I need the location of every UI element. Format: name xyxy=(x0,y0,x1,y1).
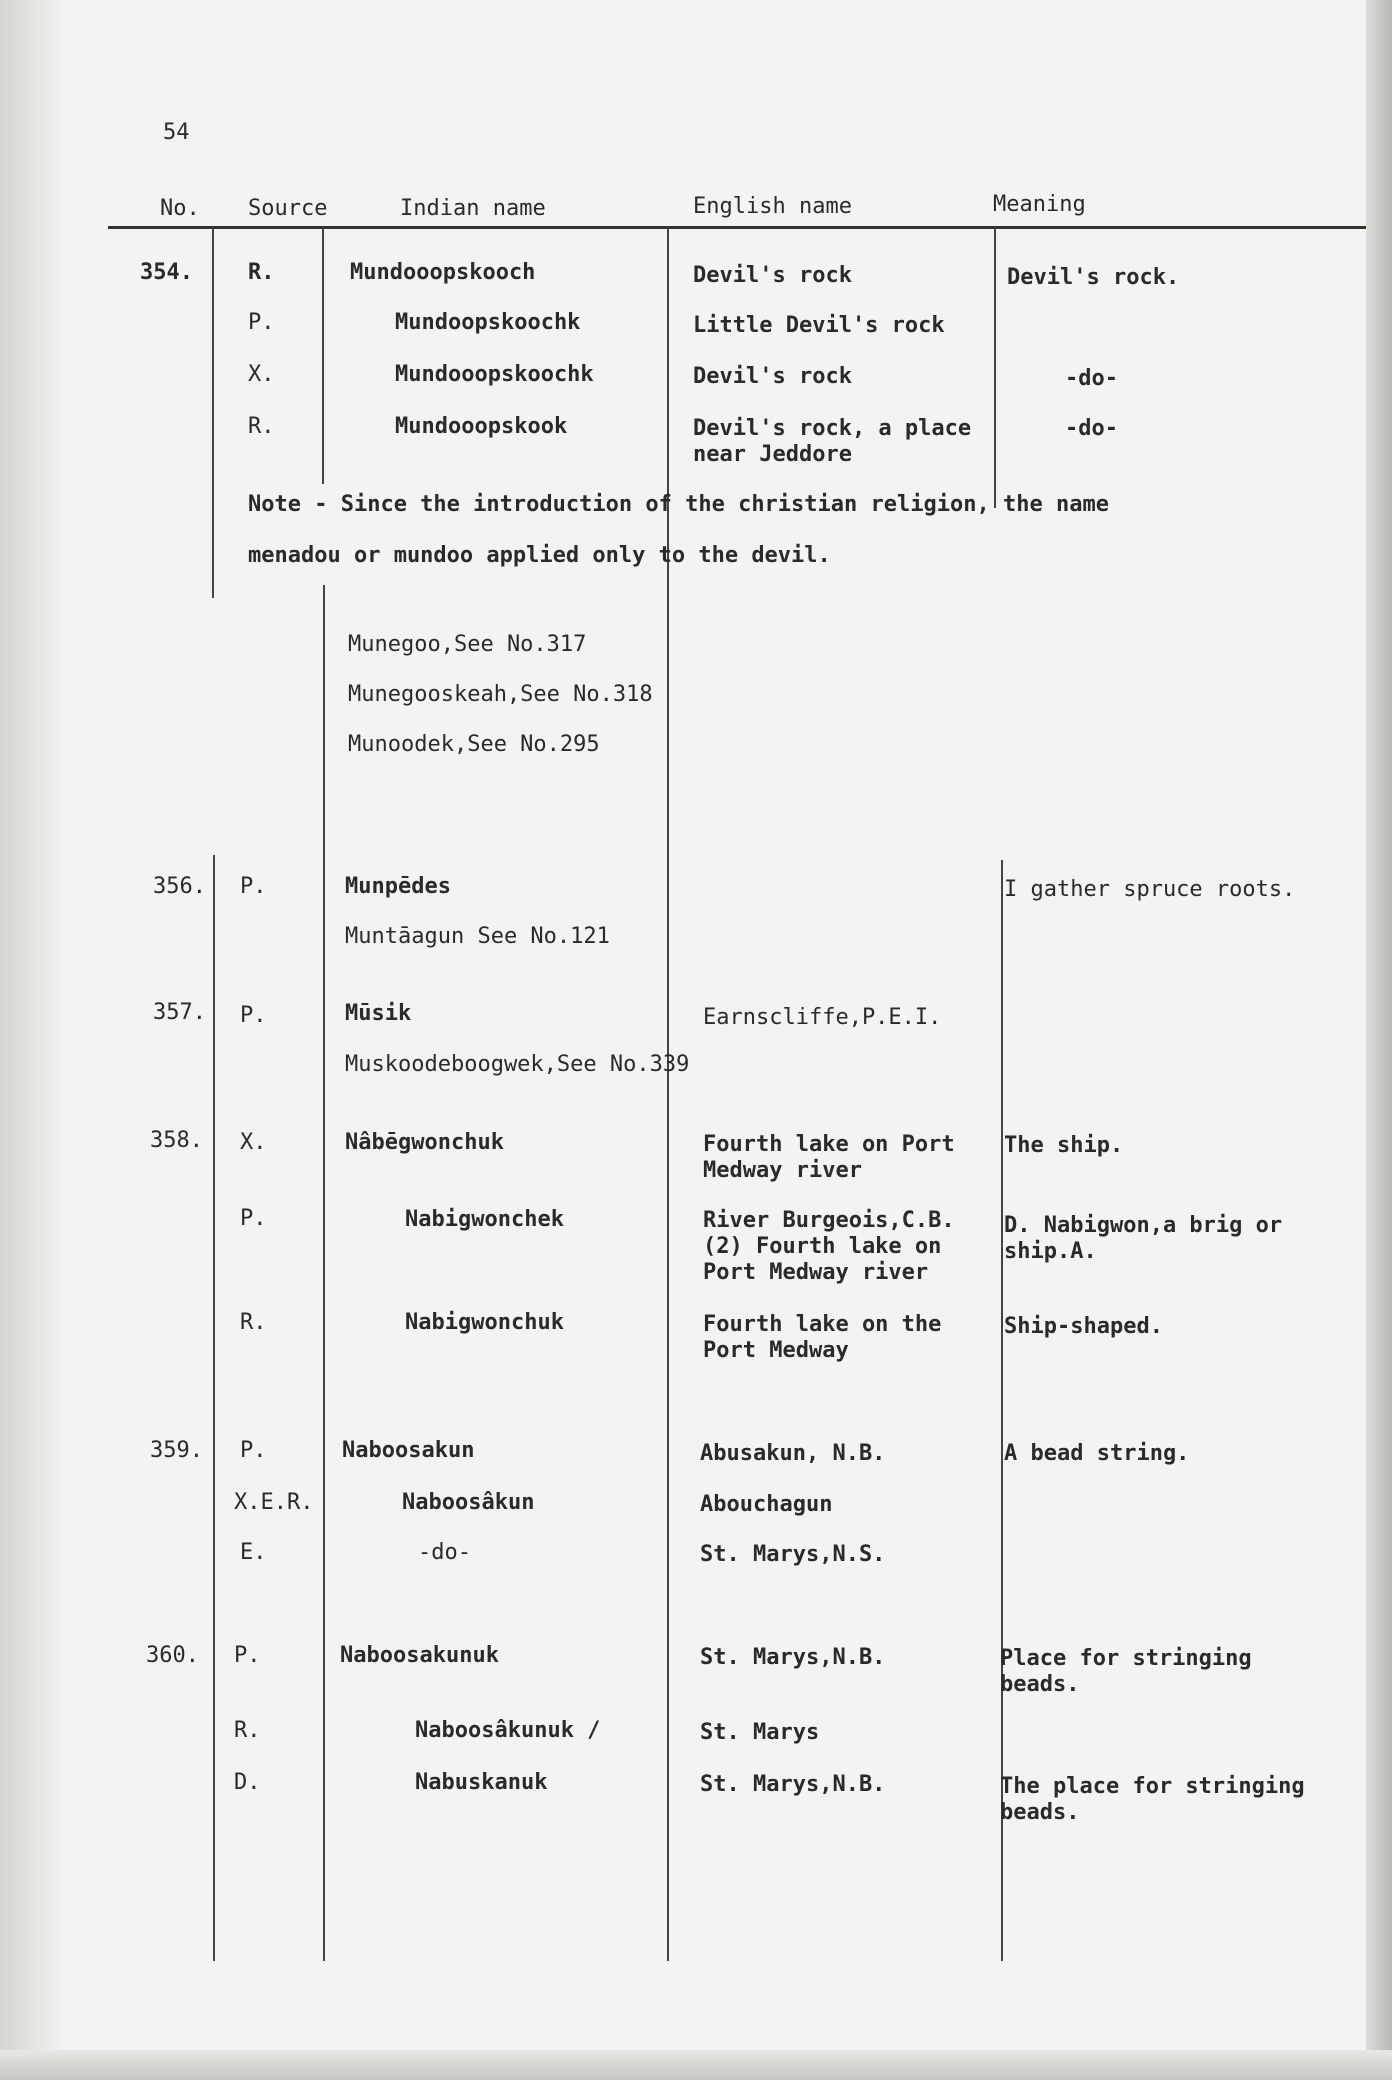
entry-indian-name: Mundoopskoochk xyxy=(395,310,581,335)
entry-indian-name: Naboosakun xyxy=(342,1438,475,1463)
entry-meaning: Ship-shaped. xyxy=(1004,1314,1163,1339)
header-no: No. xyxy=(160,196,200,221)
cross-reference: Muntāagun See No.121 xyxy=(345,924,610,949)
entry-indian-name: Mūsik xyxy=(345,1001,412,1026)
entry-source: P. xyxy=(240,1206,267,1231)
entry-indian-name: Nâbēgwonchuk xyxy=(345,1130,504,1155)
page-edge-left xyxy=(0,0,60,2080)
entry-english-name: St. Marys,N.B. xyxy=(700,1645,886,1670)
entry-source: D. xyxy=(234,1770,261,1795)
entry-source: R. xyxy=(248,414,275,439)
entry-source: X. xyxy=(240,1130,267,1155)
entry-meaning: Devil's rock. xyxy=(1007,265,1180,290)
entry-english-name: Fourth lake on the Port Medway xyxy=(703,1312,942,1363)
page-edge-bottom xyxy=(0,2050,1392,2080)
entry-source: R. xyxy=(234,1718,261,1743)
header-rule xyxy=(108,226,1366,229)
entry-english-name: Abouchagun xyxy=(700,1492,833,1517)
entry-source: X.E.R. xyxy=(234,1490,314,1515)
entry-source: X. xyxy=(248,362,275,387)
entry-meaning: Place for stringing beads. xyxy=(1000,1646,1252,1697)
entry-english-name: Fourth lake on Port Medway river xyxy=(703,1132,955,1183)
entry-indian-name: Naboosâkun xyxy=(402,1490,535,1515)
entry-no: 356. xyxy=(153,874,206,899)
entry-meaning: D. Nabigwon,a brig or ship.A. xyxy=(1004,1213,1283,1264)
entry-english-name: St. Marys,N.S. xyxy=(700,1542,886,1567)
header-english-name: English name xyxy=(693,194,852,219)
entry-source: P. xyxy=(248,310,275,335)
entry-indian-name: Mundooopskook xyxy=(395,414,568,439)
note-line-2: menadou or mundoo applied only to the devil. xyxy=(248,543,831,568)
entry-indian-name: Munpēdes xyxy=(345,874,451,899)
column-rule-source xyxy=(323,585,325,1961)
column-rule-indian xyxy=(667,228,669,1961)
column-rule-no xyxy=(212,228,214,598)
cross-reference: Munegoo,See No.317 xyxy=(348,632,587,657)
cross-reference: Munegooskeah,See No.318 xyxy=(348,682,653,707)
entry-indian-name: Nabuskanuk xyxy=(415,1770,548,1795)
entry-english-name: Little Devil's rock xyxy=(693,313,945,338)
entry-meaning: The ship. xyxy=(1004,1133,1124,1158)
entry-source: P. xyxy=(234,1643,261,1668)
entry-no: 360. xyxy=(146,1643,199,1668)
entry-meaning: The place for stringing beads. xyxy=(1000,1774,1305,1825)
entry-source: P. xyxy=(240,1003,267,1028)
page-number: 54 xyxy=(163,120,190,145)
header-indian-name: Indian name xyxy=(400,196,546,221)
entry-meaning: -do- xyxy=(1065,416,1118,441)
entry-english-name: Devil's rock xyxy=(693,263,852,288)
entry-indian-name: Nabigwonchuk xyxy=(405,1310,564,1335)
entry-english-name: Abusakun, N.B. xyxy=(700,1441,886,1466)
header-source: Source xyxy=(248,196,328,221)
entry-source: P. xyxy=(240,1438,267,1463)
entry-no: 358. xyxy=(150,1128,203,1153)
entry-english-name: River Burgeois,C.B. (2) Fourth lake on Port Medway river xyxy=(703,1208,955,1285)
entry-meaning: A bead string. xyxy=(1004,1441,1190,1466)
entry-english-name: Earnscliffe,P.E.I. xyxy=(703,1005,942,1030)
entry-indian-name: Mundooopskooch xyxy=(350,260,536,285)
entry-english-name: St. Marys xyxy=(700,1720,820,1745)
column-rule-english-top xyxy=(994,228,996,508)
entry-meaning: I gather spruce roots. xyxy=(1004,877,1296,902)
column-rule-no-lower xyxy=(213,855,215,1961)
cross-reference: Munoodek,See No.295 xyxy=(348,732,600,757)
entry-source: R. xyxy=(240,1310,267,1335)
entry-source: R. xyxy=(248,260,275,285)
entry-indian-name: -do- xyxy=(418,1540,471,1565)
entry-no: 354. xyxy=(140,260,193,285)
entry-indian-name: Naboosakunuk xyxy=(340,1643,499,1668)
entry-english-name: St. Marys,N.B. xyxy=(700,1772,886,1797)
header-meaning: Meaning xyxy=(993,192,1086,217)
page-edge-right xyxy=(1366,0,1392,2080)
entry-english-name: Devil's rock, a place near Jeddore xyxy=(693,416,972,467)
entry-source: E. xyxy=(240,1540,267,1565)
entry-english-name: Devil's rock xyxy=(693,364,852,389)
entry-indian-name: Mundooopskoochk xyxy=(395,362,594,387)
entry-indian-name: Nabigwonchek xyxy=(405,1207,564,1232)
column-rule-source-top xyxy=(322,228,324,484)
entry-indian-name: Naboosâkunuk / xyxy=(415,1718,601,1743)
cross-reference: Muskoodeboogwek,See No.339 xyxy=(345,1052,690,1077)
entry-no: 359. xyxy=(150,1438,203,1463)
entry-source: P. xyxy=(240,874,267,899)
entry-meaning: -do- xyxy=(1065,366,1118,391)
note-line-1: Note - Since the introduction of the christian religion, the name xyxy=(248,492,1109,517)
entry-no: 357. xyxy=(153,1000,206,1025)
